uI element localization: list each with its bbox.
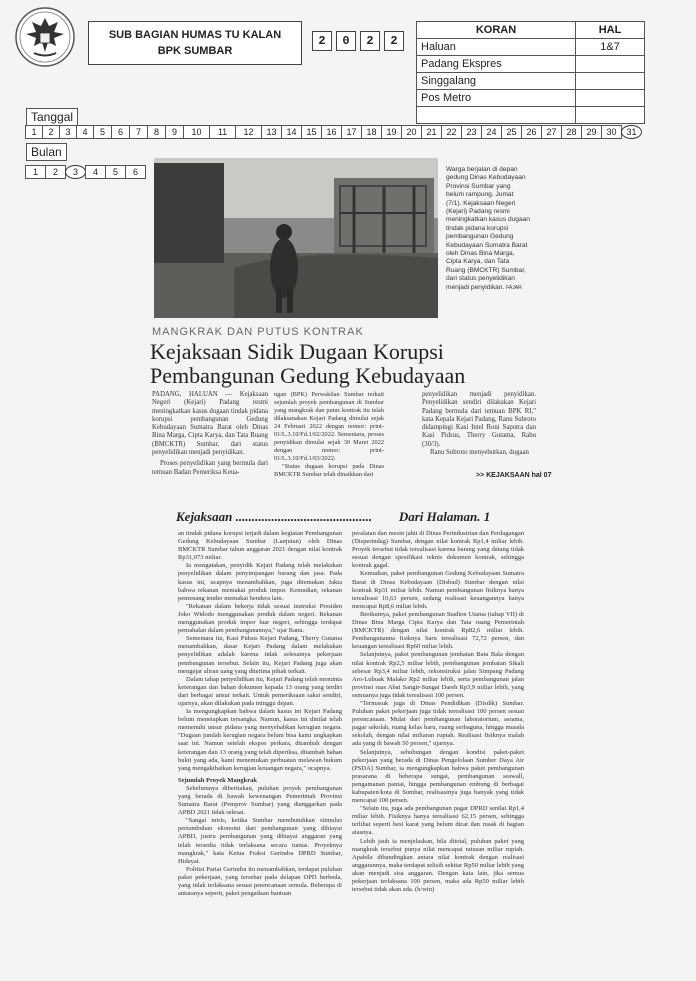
headline-line-1: Kejaksaan Sidik Dugaan Korupsi [150,339,444,364]
day-cell: 30 [601,125,622,139]
photo-credit: FAJAR [506,284,522,291]
day-cell: 1 [25,125,43,139]
source-page [576,56,645,73]
source-name: Haluan [417,39,576,56]
day-number-row [26,125,642,139]
continuation-right: Dari Halaman. 1 [398,509,491,524]
office-label-box [88,21,302,65]
day-cell: 16 [321,125,342,139]
paragraph: Lebih jauh ia menjelaskan, bila ditotal, puluhan paket yang mangkrak tersebut punya nilai mencapai ratusan miliar rupiah. Apabila dibandingkan antara nilai kontrak dengan realisasi anggarannya, maka terdapat selisih sekitar Rp50 miliar lebih yang akan menjadi sisa anggaran. Dengan kata lain, jika semua pekerjaan terlaksana 100 persen, maka ada Rp50 miliar lebih tersebut tidak akan ada. (h/win) [352,837,525,894]
paragraph: Sementara itu, Kasi Pidsus Kejari Padang, Therry Gutama menambahkan, dasar Kejari Padang dalam melakukan penyelidikan adalah karena tidak selesainya pekerjaan pembangunan tersebut. Selain itu, Kejari Padang juga akan mengejar aliran uang yang diterima pihak terkait. [178,635,342,675]
paragraph: "Termasuk juga di Dinas Pendidikan (Disdik) Sumbar. Puluhan paket pekerjaan juga tidak terealisasi 100 persen sesuai perencanaan. Mulai dari pembangunan laboratorium, asrama, pagar sekolah, ruang kelas baru, ruang serbaguna, hingga musala sekolah, dengan nilai miliaran rupiah. Realisasi fisiknya malah ada yang di bawah 50 persen," ujarnya. [352,699,524,748]
continuation-header [176,509,490,525]
office-line-1: SUB BAGIAN HUMAS TU KALAN [108,29,282,41]
day-cell: 28 [561,125,582,139]
day-cell: 19 [381,125,402,139]
month-cell: 6 [125,165,146,179]
source-page [576,107,645,124]
source-page [576,73,645,90]
day-cell: 23 [461,125,482,139]
day-cell: 27 [541,125,562,139]
lead-column-2 [274,391,384,479]
day-cell: 18 [361,125,382,139]
photo-caption [446,166,530,292]
year-boxes [312,31,404,49]
month-cell: 4 [85,165,106,179]
day-cell: 20 [401,125,422,139]
paragraph: peralatan dan mesin jahit di Dinas Perindustrian dan Perdagangan (Disperindag) Sumbar, dengan nilai kontrak Rp1,4 miliar lebih. Proyek tersebut tidak terealisasi karena barang yang datang tidak sesuai dengan spesifikasi teknis dokumen kontrak, sehingga kontrak gagal. [352,530,524,570]
paragraph: Politisi Partai Gerindra itu menambahkan, terdapat puluhan paket pekerjaan, yang tersebar pada delapan OPD berbeda, yang tidak terlaksana sesuai perencanaan semula. Beberapa di antaranya seperti, paket pengadaan bantuan [178,865,342,898]
source-page [576,90,645,107]
source-name: Pos Metro [417,90,576,107]
jump-link[interactable]: >> KEJAKSAAN hal 07 [476,472,552,479]
source-name: Singgalang [417,73,576,90]
continuation-left: Kejaksaan [176,509,233,524]
paragraph: Dalam tahap penyelidikan itu, Kejari Padang telah meminta keterangan dan bahan dokumen kepada 13 orang yang terdiri dari berbagai unsur terkait. Untuk pemeriksaan saksi sendiri, ujarnya, akan dilakukan pada minggu depan. [178,675,342,707]
table-row [417,107,645,124]
year-digit: 2 [312,31,332,51]
paragraph: Berikutnya, paket pembangunan Stadion Utama (tahap VII) di Dinas Bina Marga Cipta Karya dan Tata ruang Pemerintah (BMCKTR) dengan nilai kontrak Rp82,6 miliar lebih. Pembangunanna fisiknya baru terealisasi 72,72 persen, dan keuangan terealisasi Rp60 miliar lebih. [352,610,524,651]
paragraph: Sebelumnya diberitakan, puluhan proyek pembangunan yang berada di bawah kewenangan Pemerintah Provinsi Sumatra Barat (Pemprov Sumbar) yang dianggarkan pada APBD 2021 tidak selesai. [178,784,342,817]
paragraph: Proses penyelidikan yang bermula dari temuan Badan Pemeriksa Keua- [152,460,268,476]
month-cell: 5 [105,165,126,179]
bulan-label: Bulan [26,143,67,161]
day-cell: 26 [521,125,542,139]
paragraph: "Rekanan dalam bekerja tidak sesuai instruksi Presiden Joko Widodo menggunakan produk dalam negeri. Rekanan menggunakan produk impor luar negeri, sehingga terdapat pemahalan dalam pembangunannya," ujar Ranu. [178,602,342,635]
paragraph: Kemudian, paket pembangunan Gedung Kebudayaan Sumatra Barat di Dinas Kebudayaan (Disbud) Sumbar dengan nilai kontrak Rp31 miliar lebih. Namun pembangunan fisiknya hanya terealisasi 10,63 persen, sedang realisasi keuangannya hanya mencapai Rp8,6 miliar lebih. [352,570,524,610]
paragraph: Ia mengungkapkan bahwa dalam kasus ini Kejari Padang belum menetapkan tersangka. Namun, kasus ini dinilai telah memenuhi unsur pidana yang menyebabkan kerugian negara. "Dugaan jumlah kerugian negara belum bisa kami ungkapkan saat ini. Namun setelah ekspos perkara, ditambah dengan keterangan dan 13 orang yang telah diperiksa, ditambah bahan bukti yang ada, kami menemukan perbuatan melawan hukum yang mengakibatkan kerugian keuangan negara," ucapnya. [178,708,342,772]
table-row [417,73,645,90]
continuation-dots: .......................................... [235,509,373,524]
col-koran-header: KORAN [417,22,576,39]
table-row [417,56,645,73]
headline-line-2: Pembangunan Gedung Kebudayaan [150,363,466,388]
tanggal-label: Tanggal [26,108,78,126]
month-cell: 2 [45,165,66,179]
day-cell: 2 [42,125,60,139]
day-cell: 31 [621,125,642,139]
continuation-column-2 [352,530,524,894]
day-cell: 8 [147,125,166,139]
day-cell: 17 [341,125,362,139]
article-photo [154,158,438,318]
paragraph: "Status dugaan korupsi pada Dinas BMCKTR Sumbar telah dinaikkan dari [274,463,384,478]
table-row [417,39,645,56]
day-cell: 24 [481,125,502,139]
source-name: Padang Ekspres [417,56,576,73]
day-cell: 3 [59,125,77,139]
day-cell: 22 [441,125,462,139]
paragraph: Ia mengatakan, penyidik Kejari Padang telah melakukan penyelidikan dalam penyimpangan barang dan jasa. Pada kasus ini, ucapnya menambahkan, juga ditemukan fakta bahwa rekanan memakai produk impor. Kemudian, rekanan pemenang tender memakai bendera lain. [178,562,342,602]
subheading: Sejumlah Proyek Mangkrak [178,776,257,784]
office-line-2: BPK SUMBAR [157,45,233,57]
day-cell: 21 [421,125,442,139]
day-cell: 12 [235,125,262,139]
lead-column-3 [422,391,536,457]
paragraph: PADANG, HALUAN — Kejaksaan Negeri (Kejari) Padang resmi meningkatkan kasus dugaan tindak pidana korupsi pembangunan Gedung Kebudayaan Sumatra Barat oleh Dinas Bina Marga, Cipta Karya, dan Tata Ruang (BMCKTR) Sumbar, dari status penyelidikan menjadi penyidikan. [152,391,268,457]
article-headline [150,340,480,388]
paragraph: Selanjutnya, paket pembangunan jembatan Batu Bala dengan nilai kontrak Rp2,5 miliar lebih, pembangunan jembatan Sikali sebesar Rp3,4 miliar lebih, rekonstruksi jalan Simpang Padang Aro-Lubuak Malako Rp2 miliar lebih, serta pembangunan jalan provinsi ruas Abai Sangir-Sungai Dareh Rp3,9 miliar lebih, yang semuanya juga tidak terealisasi 100 persen. [352,651,524,699]
year-digit: 2 [384,31,404,51]
continuation-column-1 [178,530,342,898]
col-hal-header: HAL [576,22,645,39]
paragraph: "Sangat miris, ketika Sumbar membutuhkan stimulus pertumbuhan ekonomi dari pembangunan yang dibiayai APBD, justru pembangunan yang dibiayai anggaran yang telah tersedia tidak terlaksana secara tuntas. Proyeknya mangkrak," kata Ketua Fraksi Gerindra DPRD Sumbar, Hidayat. [178,817,342,865]
day-cell: 10 [183,125,210,139]
month-cell: 3 [65,165,86,179]
day-cell: 7 [129,125,148,139]
day-cell: 9 [165,125,184,139]
paragraph: Ranu Subroto menyebutkan, dugaan [430,449,529,457]
source-page: 1&7 [576,39,645,56]
table-row [417,90,645,107]
caption-text: Warga berjalan di depan gedung Dinas Kebudayaan Provinsi Sumbar yang belum rampung, Jumat (7/1). Kejaksaan Negeri (Kejari) Padang resmi meningkatkan kasus dugaan tindak pidana korupsi pembangunan Gedung Kebudayaan Sumatra Barat oleh Dinas Bina Marga, Cipta Karya, dan Tata Ruang (BMCKTR) Sumbar, dari status penyelidikan menjadi penyidikan. [446,166,530,291]
garuda-emblem-icon [14,6,76,68]
day-cell: 13 [261,125,282,139]
day-cell: 14 [281,125,302,139]
day-cell: 11 [209,125,236,139]
paragraph: ngan (BPK) Perwakilan Sumbar terkait sejumlah proyek pembangunan di Sumbar yang mangkrak dan putus kontrak itu telah dilaksanakan Kejari Padang dimulai sejak 24 Februari 2022 dengan nomor: print-01/L.3.10/Fd.1/02/2022. Sementara, proses penyidikan dimulai sejak 30 Maret 2022 dengan nomor: print-01/L.3.10/Fd.1/03/2022. [274,391,384,462]
day-cell: 4 [76,125,94,139]
year-digit: 0 [336,31,356,51]
article-kicker: MANGKRAK DAN PUTUS KONTRAK [152,326,364,338]
month-cell: 1 [25,165,46,179]
paragraph: an tindak pidana korupsi terjadi dalam kegiatan Pembangunan Gedung Kebudayaan Sumbar (Lanjutan) oleh Dinas BMCKTR Sumbar tahun anggaran 2021 dengan nilai kontrak Rp31,073 miliar. [178,530,342,562]
month-number-row [26,165,146,179]
paragraph: penyelidikan menjadi penyidikan. Penyelidikan sendiri dilakukan Kejari Padang bermula dari temuan BPK RI," kata Kepala Kejari Padang, Ranu Subroto didampingi Kasi Intel Roni Saputra dan Kasi Pidsus, Therry Gutama, Rabu (30/3). [422,391,536,448]
lead-column-1 [152,391,268,477]
source-name [417,107,576,124]
newspaper-source-table [416,21,645,124]
year-digit: 2 [360,31,380,51]
day-cell: 29 [581,125,602,139]
day-cell: 25 [501,125,522,139]
paragraph: Selanjutnya, sehubungan dengan kondisi paket-paket pekerjaan yang berada di Dinas Pengelolaan Sumber Daya Air (PSDA) Sumbar, ia mengungkapkan bahwa paket pembangunan prasarana di beberapa sungai, pembangunan seawall, pengamanan pantai, hingga pembangunan embung di berbagai kabupaten/kota di Sumbar, realisasinya juga banyak yang tidak mencapai 100 persen. [352,748,524,805]
paragraph: "Selain itu, juga ada pembangunan pagar DPRD senilai Rp1,4 miliar lebih. Fisiknya hanya terealisasi 62,15 persen, sehingga terlihat seperti besi karat yang belum dicat dan rusak di bagian atasnya. [352,805,524,837]
day-cell: 15 [301,125,322,139]
day-cell: 5 [93,125,112,139]
day-cell: 6 [111,125,130,139]
